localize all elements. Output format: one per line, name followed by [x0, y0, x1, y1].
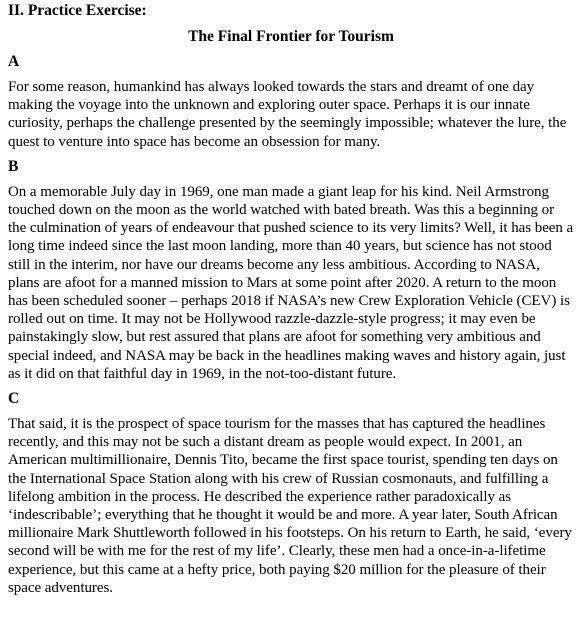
paragraph-b: On a memorable July day in 1969, one man made a giant leap for his kind. Neil Armstrong touched down on the moon as the world watched with bated breath. Was this a beginning or the culmination of years of endeavour that pushed science to its very limits? Well, it has been a long time indeed since the last moon landing, more than 40 years, but science has not stood still in the interim, nor have our dreams become any less ambitious. According to NASA, plans are afoot for a manned mission to Mars at some point after 2020. A return to the moon has been scheduled sooner – perhaps 2018 if NASA’s new Crew Exploration Vehicle (CEV) is rolled out on time. It may not be Hollywood razzle-dazzle-style progress; it may even be painstakingly slow, but rest assured that plans are afoot for something very ambitious and special indeed, and NASA may be back in the headlines making waves and history again, just as it did on that faithful day in 1969, in the not-too-distant future.	[8, 183, 574, 382]
section-letter-b: B	[8, 157, 19, 175]
section-heading: II. Practice Exercise:	[8, 2, 147, 19]
paragraph-a: For some reason, humankind has always looked towards the stars and dreamt of one day making the voyage into the unknown and exploring outer space. Perhaps it is our innate curiosity, perhaps the challenge presented by the seemingly impossible; whatever the lure, the quest to venture into space has become an obsession for many.	[8, 79, 567, 150]
paragraph-c: That said, it is the prospect of space tourism for the masses that has captured the headlines recently, and this may not be such a distant dream as people would expect. In 2001, an American multimillionaire, Dennis Tito, became the first space tourist, spending ten days on the International Space Station along with his crew of Russian cosmonauts, and fulfilling a lifelong ambition in the process. He described the experience rather paradoxically as ‘indescribable’; everything that he thought it would be and more. A year later, South African millionaire Mark Shuttleworth followed in his footsteps. On his return to Earth, he said, ‘every second will be with me for the rest of my life’. Clearly, these men had a once-in-a-lifetime experience, but this came at a hefty price, both paying $20 million for the pleasure of their space adventures.	[8, 416, 572, 596]
document-title: The Final Frontier for Tourism	[188, 28, 394, 45]
section-letter-c: C	[8, 390, 20, 408]
section-letter-a: A	[8, 53, 20, 70]
document-page	[8, 1, 574, 597]
